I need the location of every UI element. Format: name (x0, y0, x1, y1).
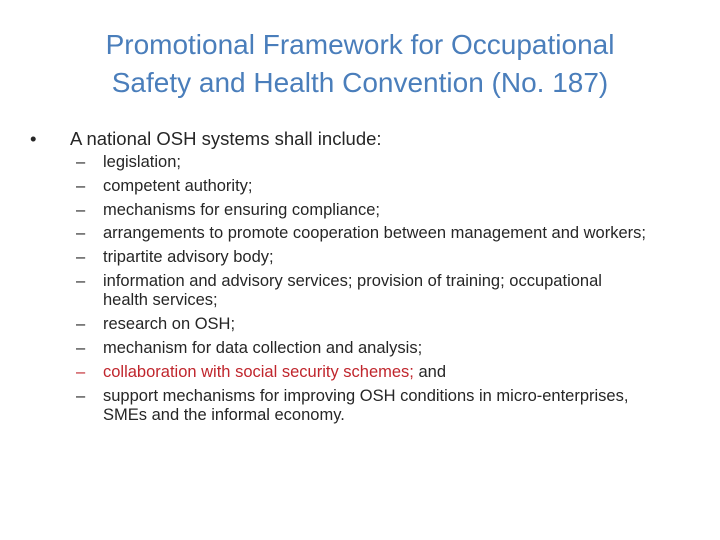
item-text: mechanisms for ensuring compliance; (103, 200, 380, 219)
bullet-text: A national OSH systems shall include: (70, 128, 382, 149)
dash-marker: – (76, 200, 86, 219)
title-line-2: Safety and Health Convention (No. 187) (111, 67, 609, 98)
title-line-1: Promotional Framework for Occupational (105, 29, 615, 60)
item-tail-text: and (413, 362, 447, 381)
dash-marker: – (76, 176, 86, 195)
dash-marker: – (76, 315, 86, 334)
list-item (76, 339, 651, 359)
list-item (76, 387, 651, 426)
bullet-marker: • (30, 128, 37, 149)
item-text: legislation; (103, 153, 181, 171)
list-item (76, 248, 651, 268)
item-text: support mechanisms for improving OSH conditions in micro-enterprises, SMEs and the informal economy. (103, 386, 629, 425)
dash-marker: – (76, 224, 86, 243)
item-text: research on OSH; (103, 315, 236, 334)
list-item (76, 177, 651, 197)
item-text: arrangements to promote cooperation between management and workers; (103, 224, 646, 243)
list-item (76, 224, 651, 244)
list-item-highlighted (76, 363, 651, 383)
dash-marker: – (76, 248, 86, 267)
list-item (76, 201, 651, 221)
dash-marker: – (76, 153, 86, 171)
dash-marker: – (76, 362, 86, 381)
list-item (76, 153, 651, 173)
item-text: competent authority; (103, 176, 253, 195)
item-text: information and advisory services; provision of training; occupational health services; (103, 271, 602, 310)
item-text: collaboration with social security schemes; (103, 362, 414, 381)
list-item (76, 272, 651, 311)
item-text: mechanism for data collection and analysis; (103, 339, 423, 358)
item-text: tripartite advisory body; (103, 248, 274, 267)
slide-title (40, 26, 680, 102)
sub-item-list (76, 153, 651, 430)
dash-marker: – (76, 339, 86, 358)
list-item (76, 315, 651, 335)
dash-marker: – (76, 271, 86, 290)
dash-marker: – (76, 386, 86, 405)
